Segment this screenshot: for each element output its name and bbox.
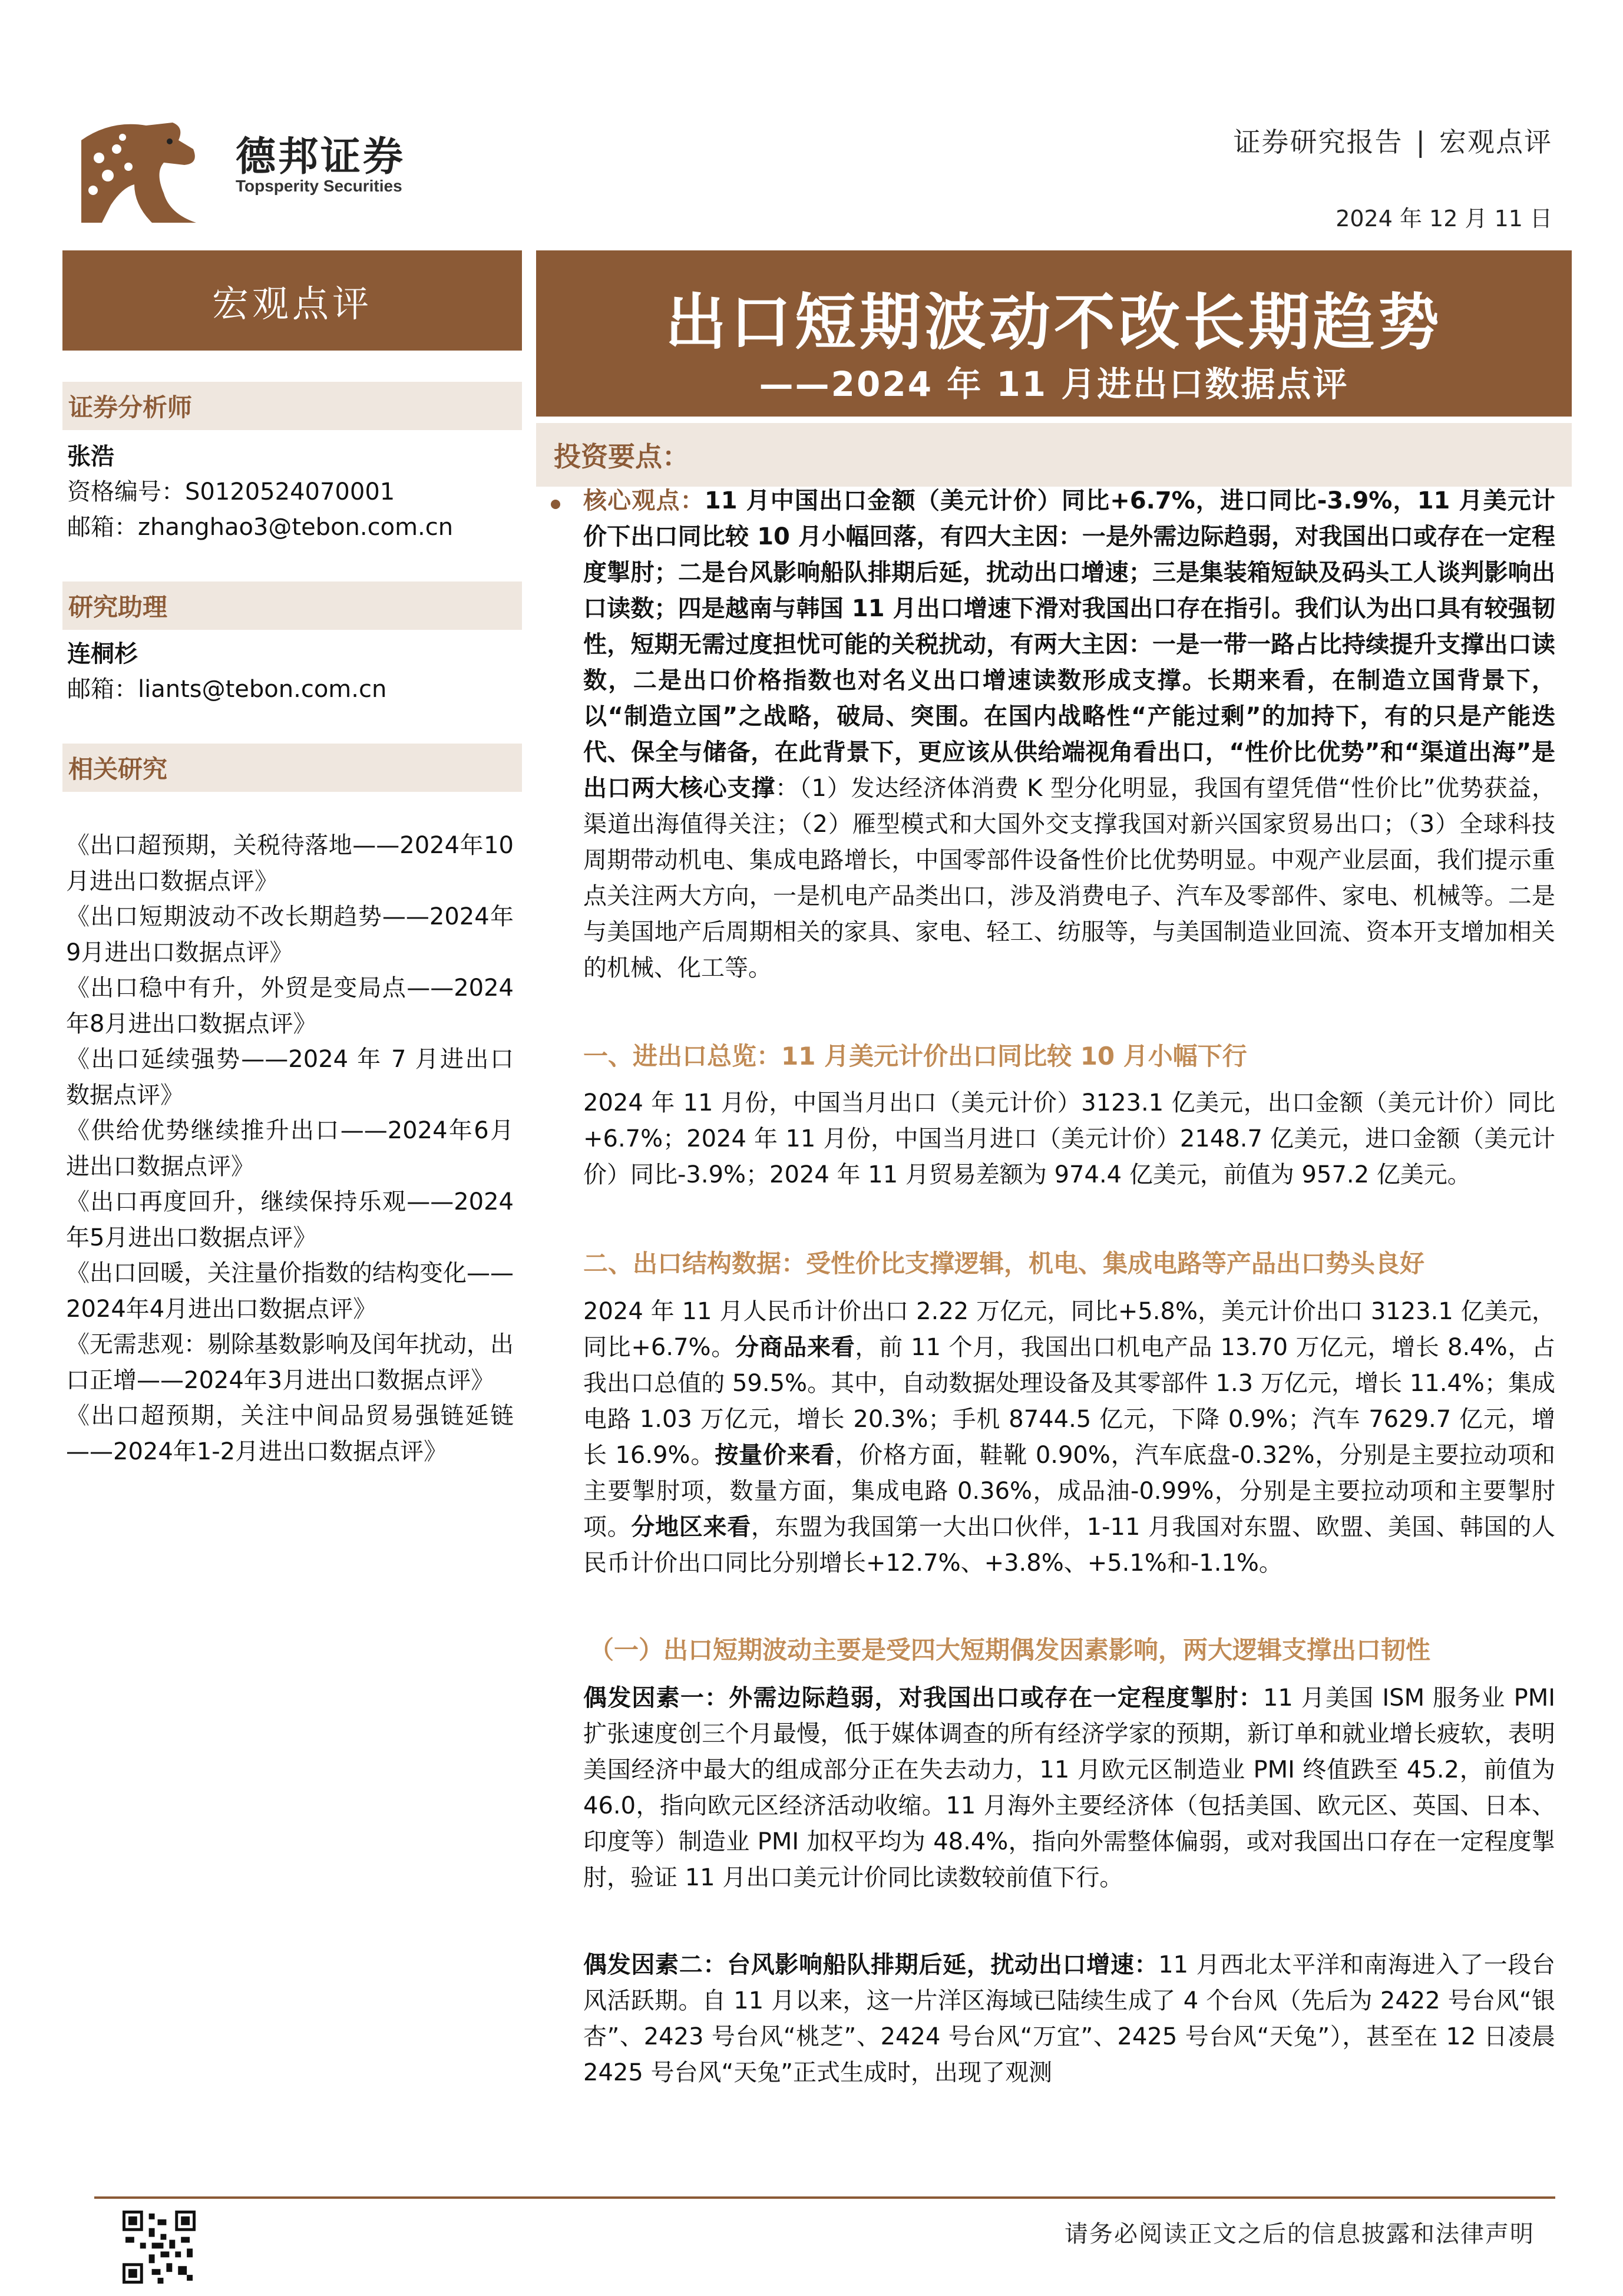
sec2-bold-3: 分地区来看 [631,1514,751,1541]
assistant-name: 连桐杉 [67,640,138,668]
factor-2-text: 11 月西北太平洋和南海进入了一段台风活跃期。自 11 月以来，这一片洋区海域已陆续生成了 4 个台风（先后为 2422 号台风“银杏”、2423 号台风“桃芝”、2424 号台风“万宜”、2425 号台风“天兔”），甚至在 12 日凌晨 2425 号台风“天兔”正式生成时，出现了观测 [583,1951,1555,2086]
related-item[interactable]: 《出口超预期，关注中间品贸易强链延链——2024年1-2月进出口数据点评》 [66,1402,514,1465]
sec2-bold-1: 分商品来看 [735,1334,855,1361]
brand-logo-icon [75,117,205,229]
sec2-text-2: ，前 11 个月，我国出口机电产品 13.70 万亿元，增长 8.4%，占我出口总值的 59.5%。其中，自动数据处理设备及其零部件 1.3 万亿元，增长 11.4%；集成电路 1.03 万亿元，增长 20.3%；手机 8744.5 亿元，下降 0.9%；汽车 7629.7 亿元，增长 16.9%。 [583,1334,1556,1469]
related-item[interactable]: 《供给优势继续推升出口——2024年6月进出口数据点评》 [66,1117,514,1180]
report-title: 出口短期波动不改长期趋势 [665,286,1443,358]
sec2-text-4: ，东盟为我国第一大出口伙伴，1-11 月我国对东盟、欧盟、美国、韩国的人民币计价出口同比分别增长+12.7%、+3.8%、+5.1%和-1.1%。 [583,1514,1556,1577]
investment-heading: 投资要点： [536,423,1572,487]
report-category: 宏观点评 [1439,126,1552,158]
subsection-1-title: （一）出口短期波动主要是受四大短期偶发因素影响，两大逻辑支撑出口韧性 [589,1636,1431,1664]
report-date: 2024 年 12 月 11 日 [1336,206,1552,232]
footer-disclaimer: 请务必阅读正文之后的信息披露和法律声明 [1065,2221,1535,2248]
sec2-text-3: ，价格方面，鞋靴 0.90%，汽车底盘-0.32%，分别是主要拉动项和主要掣肘项，数量方面，集成电路 0.36%，成品油-0.99%，分别是主要拉动项和主要掣肘项。 [583,1442,1555,1541]
related-item[interactable]: 《出口再度回升，继续保持乐观——2024年5月进出口数据点评》 [66,1188,514,1251]
core-view-lead: 核心观点： [583,487,705,514]
title-banner [536,250,1572,417]
analyst-heading: 证券分析师 [62,382,522,430]
analyst-name: 张浩 [67,443,114,470]
related-item[interactable]: 《出口短期波动不改长期趋势——2024年9月进出口数据点评》 [66,903,514,966]
analyst-block [67,439,453,545]
assistant-email: 邮箱：liants@tebon.com.cn [67,676,387,703]
related-item[interactable]: 《出口稳中有升，外贸是变局点——2024年8月进出口数据点评》 [66,974,514,1038]
factor-2-bold: 偶发因素二：台风影响船队排期后延，扰动出口增速： [583,1951,1159,1978]
related-heading: 相关研究 [62,744,522,792]
analyst-email: 邮箱：zhanghao3@tebon.com.cn [67,514,454,541]
sec2-text-1: 2024 年 11 月人民币计价出口 2.22 万亿元，同比+5.8%，美元计价出口 3123.1 亿美元，同比+6.7%。 [583,1298,1555,1361]
sidebar-banner: 宏观点评 [62,250,522,351]
section-1-title: 一、进出口总览：11 月美元计价出口同比较 10 月小幅下行 [583,1042,1247,1071]
core-view-text: ：（1）发达经济体消费 K 型分化明显，我国有望凭借“性价比”优势获益，渠道出海值得关注；（2）雁型模式和大国外交支撑我国对新兴国家贸易出口；（3）全球科技周期带动机电、集成电路增长，中国零部件设备性价比优势明显。中观产业层面，我们提示重点关注两大方向，一是机电产品类出口，涉及消费电子、汽车及零部件、家电、机械等。二是与美国地产后周期相关的家具、家电、轻工、纺服等，与美国制造业回流、资本开支增加相关的机械、化工等。 [583,775,1556,982]
footer-divider [94,2196,1555,2199]
analyst-cert: 资格编号：S0120524070001 [67,478,395,506]
related-item[interactable]: 《出口延续强势——2024 年 7 月进出口数据点评》 [66,1046,514,1109]
report-subtitle: ——2024 年 11 月进出口数据点评 [759,364,1349,404]
factor-1-text: 11 月美国 ISM 服务业 PMI 扩张速度创三个月最慢，低于媒体调查的所有经济学家的预期，新订单和就业增长疲软，表明美国经济中最大的组成部分正在失去动力，11 月欧元区制造业 PMI 终值跌至 45.2，前值为 46.0，指向欧元区经济活动收缩。11 月海外主要经济体（包括美国、欧元区、英国、日本、印度等）制造业 PMI 加权平均为 48.4%，指向外需整体偏弱，或对我国出口存在一定程度掣肘，验证 11 月出口美元计价同比读数较前值下行。 [583,1684,1556,1891]
report-type-line [1234,121,1553,160]
assistant-heading: 研究助理 [62,582,522,630]
bullet-dot-icon [551,500,560,509]
section-2-paragraph [583,1294,1555,1581]
assistant-block [67,636,386,707]
section-1-paragraph: 2024 年 11 月份，中国当月出口（美元计价）3123.1 亿美元，出口金额（美元计价）同比+6.7%；2024 年 11 月份，中国当月进口（美元计价）2148.7 亿美元，进口金额（美元计价）同比-3.9%；2024 年 11 月贸易差额为 974.4 亿美元，前值为 957.2 亿美元。 [583,1089,1555,1188]
brand-name-cn: 德邦证券 [236,134,406,180]
qr-code-icon [123,2211,196,2284]
report-type: 证券研究报告 [1233,126,1403,158]
brand-name-en: Topsperity Securities [236,177,402,195]
related-item[interactable]: 《无需悲观：剔除基数影响及闰年扰动，出口正增——2024年3月进出口数据点评》 [66,1331,514,1394]
factor-1-paragraph [583,1680,1555,1896]
related-item[interactable]: 《出口回暖，关注量价指数的结构变化——2024年4月进出口数据点评》 [66,1260,514,1323]
section-2-title: 二、出口结构数据：受性价比支撑逻辑，机电、集成电路等产品出口势头良好 [583,1249,1425,1278]
core-view-paragraph [583,483,1555,986]
related-research-list [66,828,514,1469]
factor-2-paragraph [583,1947,1555,2091]
sec2-bold-2: 按量价来看 [715,1442,835,1469]
header-separator: | [1416,126,1426,158]
core-view-bold: 11 月中国出口金额（美元计价）同比+6.7%，进口同比-3.9%，11 月美元计价下出口同比较 10 月小幅回落，有四大主因：一是外需边际趋弱，对我国出口或存在一定程度掣肘；二是台风影响船队排期后延，扰动出口增速；三是集装箱短缺及码头工人谈判影响出口读数；四是越南与韩国 11 月出口增速下滑对我国出口存在指引。我们认为出口具有较强韧性，短期无需过度担忧可能的关税扰动，有两大主因：一是一带一路占比持续提升支撑出口读数，二是出口价格指数也对名义出口增速读数形成支撑。长期来看，在制造立国背景下，以“制造立国”之战略，破局、突围。在国内战略性“产能过剩”的加持下，有的只是产能迭代、保全与储备，在此背景下，更应该从供给端视角看出口，“性价比优势”和“渠道出海”是出口两大核心支撑 [583,487,1556,802]
factor-1-bold: 偶发因素一：外需边际趋弱，对我国出口或存在一定程度掣肘： [583,1684,1263,1712]
related-item[interactable]: 《出口超预期，关税待落地——2024年10月进出口数据点评》 [66,832,514,895]
